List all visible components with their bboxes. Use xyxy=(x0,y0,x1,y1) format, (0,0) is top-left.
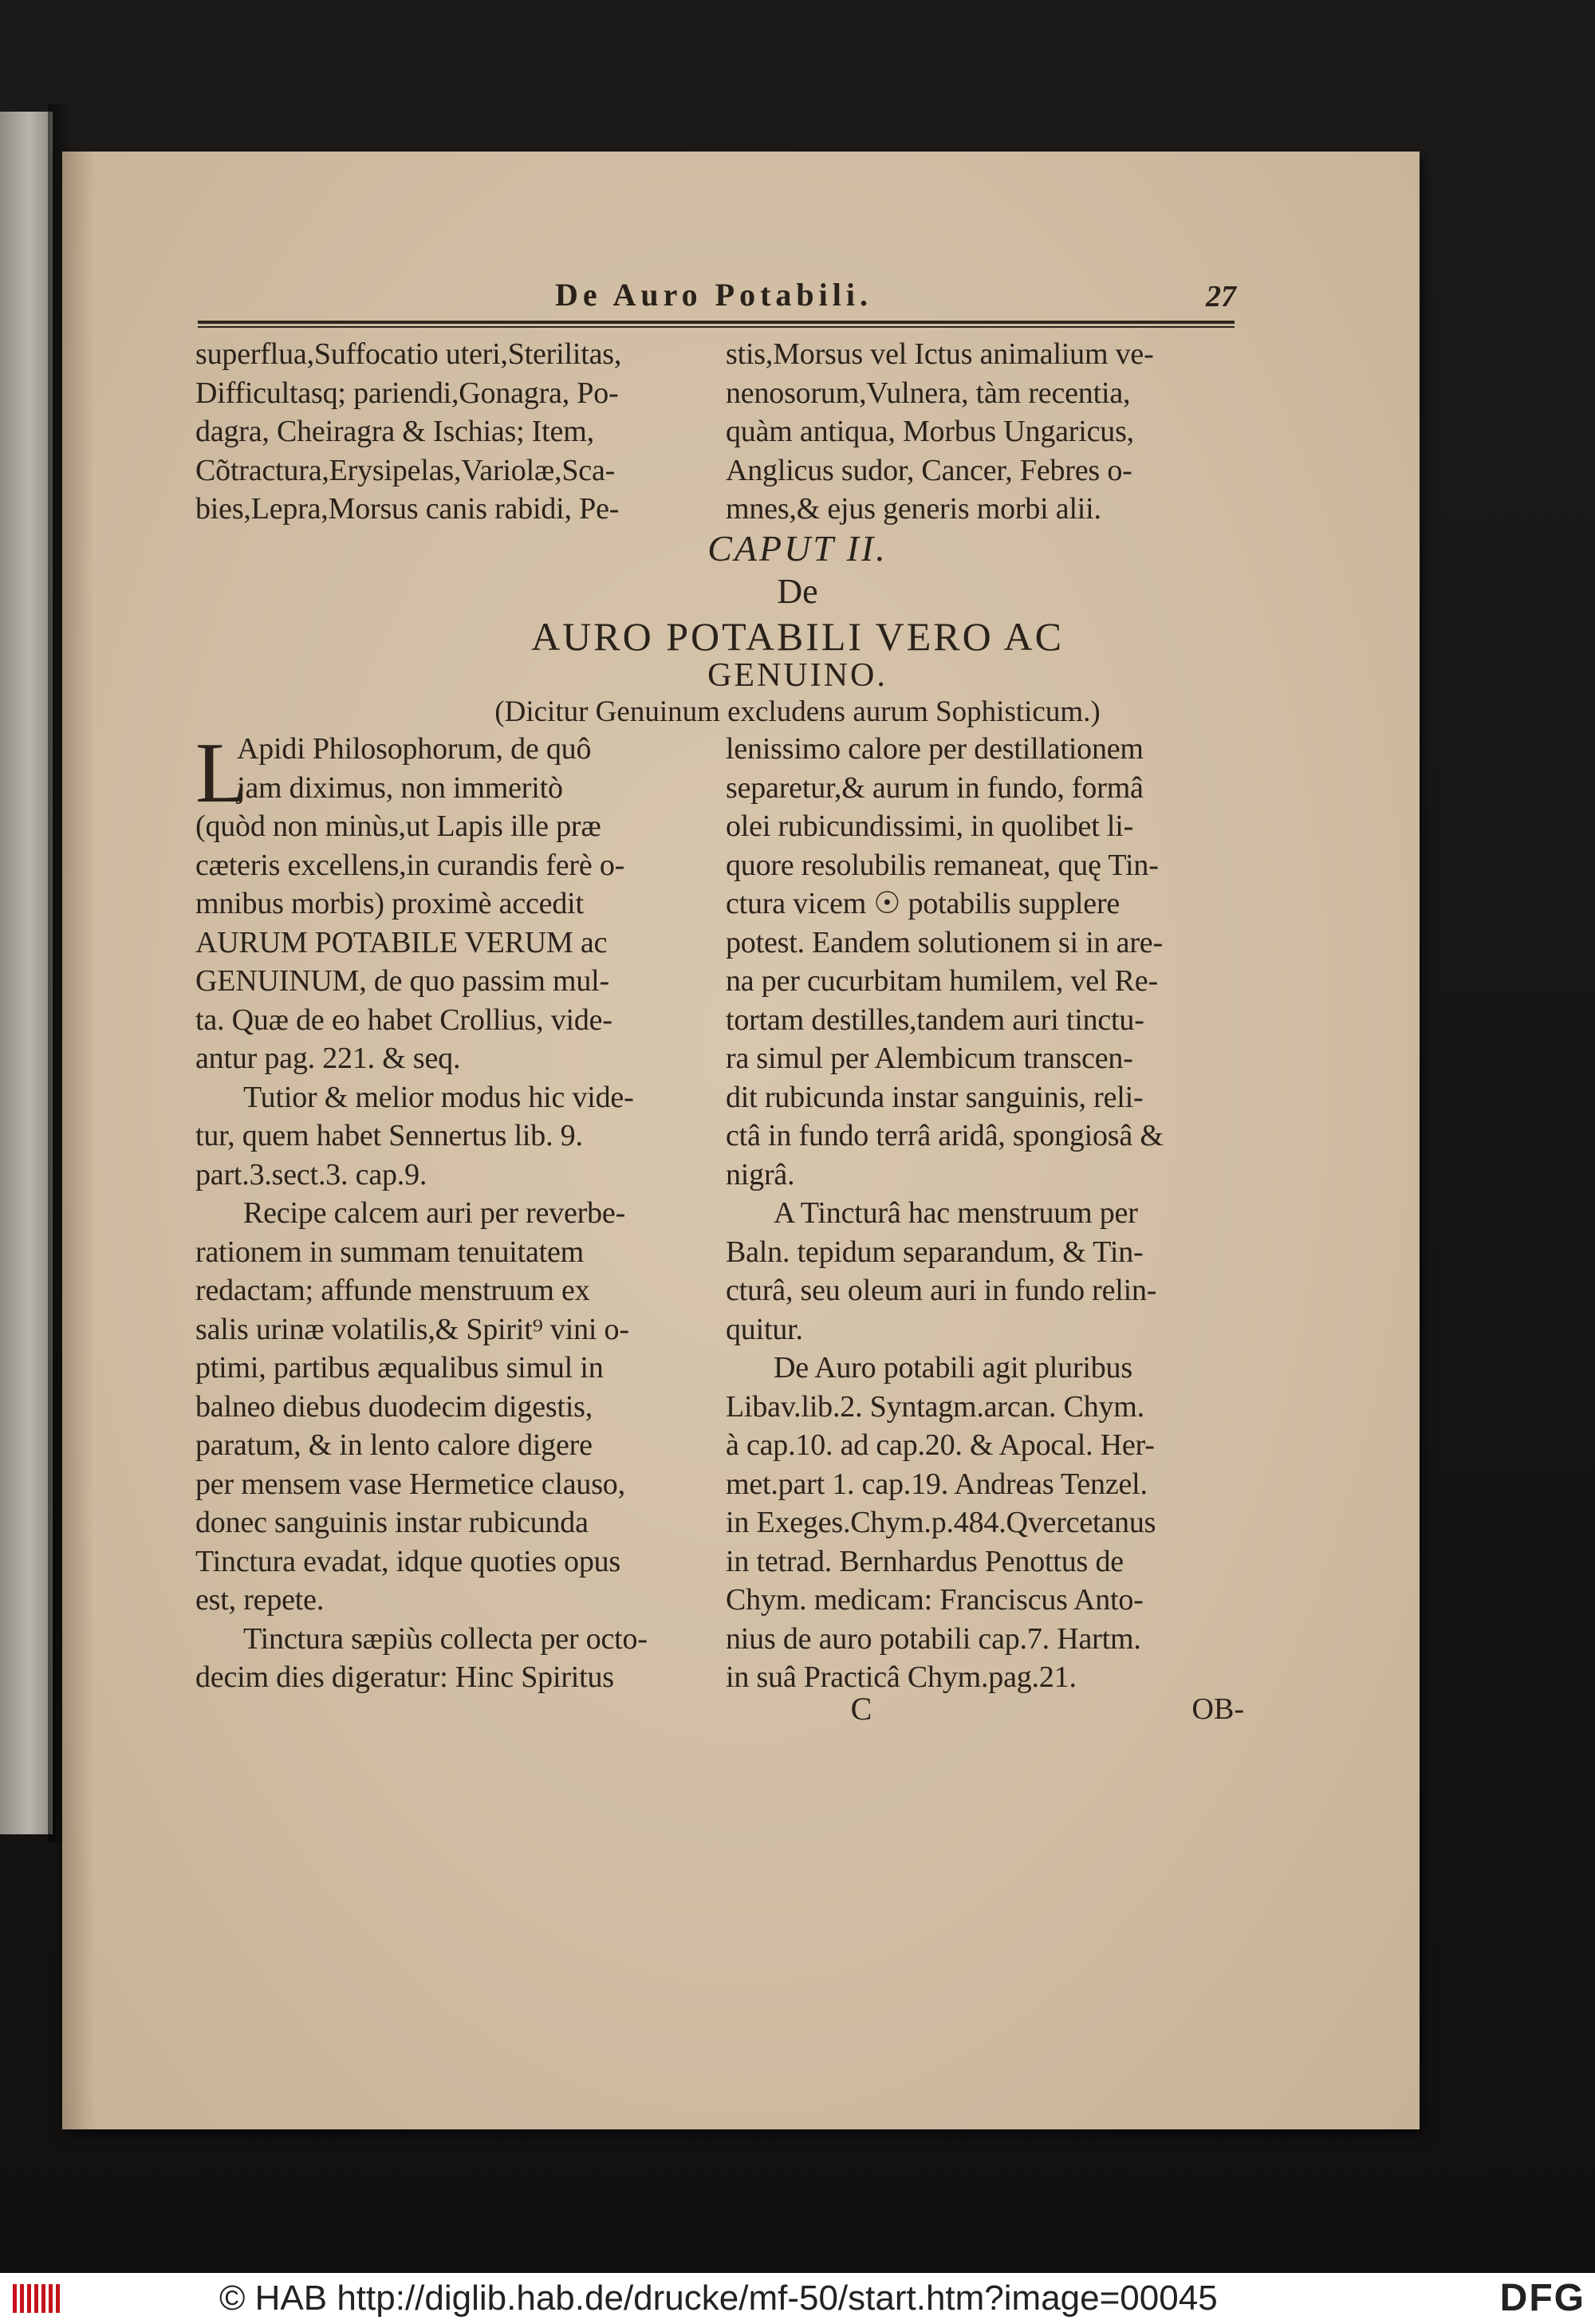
text-line: ptimi, partibus æqualibus simul in xyxy=(195,1351,604,1385)
text-line: Difficultasq; pariendi,Gonagra, Po- xyxy=(195,376,619,410)
text-line: ctâ in fundo terrâ aridâ, spongiosâ & xyxy=(726,1119,1164,1152)
chapter-subtitle: (Dicitur Genuinum excludens aurum Sophisticum.) xyxy=(494,695,1101,728)
text-line: potest. Eandem solutionem si in are- xyxy=(726,925,1163,959)
text-line: jam diximus, non immeritò xyxy=(237,770,563,805)
catchword: OB- xyxy=(1191,1692,1244,1726)
text-line: antur pag. 221. & seq. xyxy=(195,1042,461,1075)
text-line: tortam destilles,tandem auri tinctu- xyxy=(726,1002,1144,1037)
text-line: à cap.10. ad cap.20. & Apocal. Her- xyxy=(726,1428,1155,1462)
header-rule xyxy=(198,321,1235,330)
text-line: nenosorum,Vulnera, tàm recentia, xyxy=(726,376,1131,410)
chapter-title-line-2: GENUINO. xyxy=(707,657,888,694)
text-line: Tinctura sæpiùs collecta per octo- xyxy=(243,1621,648,1656)
dfg-logo: DFG xyxy=(1499,2277,1585,2319)
text-line: Libav.lib.2. Syntagm.arcan. Chym. xyxy=(726,1389,1144,1424)
text-line: separetur,& aurum in fundo, formâ xyxy=(726,770,1144,805)
text-line: tur, quem habet Sennertus lib. 9. xyxy=(195,1119,583,1152)
text-line: met.part 1. cap.19. Andreas Tenzel. xyxy=(726,1467,1148,1501)
text-line: Cõtractura,Erysipelas,Variolæ,Sca- xyxy=(195,453,616,487)
text-line: Chym. medicam: Franciscus Anto- xyxy=(726,1583,1144,1617)
text-line: quore resolubilis remaneat, quę Tin- xyxy=(726,848,1159,882)
text-line: ra simul per Alembicum transcen- xyxy=(726,1042,1133,1075)
text-line: part.3.sect.3. cap.9. xyxy=(195,1157,427,1192)
text-line: rationem in summam tenuitatem xyxy=(195,1235,585,1269)
top-right-column xyxy=(726,335,1236,529)
text-line: ta. Quæ de eo habet Crollius, vide- xyxy=(195,1002,612,1037)
text-line: balneo diebus duodecim digestis, xyxy=(195,1389,593,1424)
text-line: mnes,& ejus generis morbi alii. xyxy=(726,492,1101,526)
text-line: nigrâ. xyxy=(726,1157,795,1192)
text-line: Apidi Philosophorum, de quô xyxy=(237,732,592,766)
page-gutter-shading xyxy=(62,152,94,2129)
text-line: (quòd non minùs,ut Lapis ille præ xyxy=(195,809,601,843)
text-line: per mensem vase Hermetice clauso, xyxy=(195,1467,625,1501)
text-line: in Exeges.Chym.p.484.Qvercetanus xyxy=(726,1506,1156,1539)
text-line: nius de auro potabili cap.7. Hartm. xyxy=(726,1621,1141,1656)
text-line: cæteris excellens,in curandis ferè o- xyxy=(195,848,625,882)
footer-bar xyxy=(0,2273,1595,2324)
drop-cap: L xyxy=(195,726,248,821)
running-head: De Auro Potabili. xyxy=(555,277,872,313)
copyright-link[interactable]: © HAB http://diglib.hab.de/drucke/mf-50/start.htm?image=00045 xyxy=(219,2279,1218,2318)
hab-logo-icon xyxy=(11,2281,67,2316)
text-line: AURUM POTABILE VERUM ac xyxy=(195,925,608,959)
text-line: quàm antiqua, Morbus Ungaricus, xyxy=(726,415,1134,448)
text-line: decim dies digeratur: Hinc Spiritus xyxy=(195,1660,614,1694)
text-line: bies,Lepra,Morsus canis rabidi, Pe- xyxy=(195,492,620,526)
text-line: quitur. xyxy=(726,1312,803,1346)
text-line: Anglicus sudor, Cancer, Febres o- xyxy=(726,453,1132,487)
right-column xyxy=(726,730,1236,1697)
text-line: est, repete. xyxy=(195,1583,325,1617)
text-line: ctura vicem ☉ potabilis supplere xyxy=(726,887,1120,920)
chapter-label: CAPUT II. xyxy=(707,528,888,569)
top-left-column xyxy=(195,335,706,529)
left-column xyxy=(195,726,706,1697)
text-line: in suâ Practicâ Chym.pag.21. xyxy=(726,1660,1077,1694)
text-line: salis urinæ volatilis,& Spirit⁹ vini o- xyxy=(195,1312,629,1346)
text-line: paratum, & in lento calore digere xyxy=(195,1428,593,1462)
text-line: cturâ, seu oleum auri in fundo relin- xyxy=(726,1274,1157,1307)
text-line: redactam; affunde menstruum ex xyxy=(195,1274,590,1307)
text-line: donec sanguinis instar rubicunda xyxy=(195,1506,589,1539)
text-line: in tetrad. Bernhardus Penottus de xyxy=(726,1544,1124,1578)
text-line: olei rubicundissimi, in quolibet li- xyxy=(726,809,1134,843)
text-line: Recipe calcem auri per reverbe- xyxy=(243,1196,626,1230)
text-line: Tinctura evadat, idque quoties opus xyxy=(195,1544,621,1578)
text-line: GENUINUM, de quo passim mul- xyxy=(195,964,609,998)
chapter-title-line-1: AURO POTABILI VERO AC xyxy=(531,614,1064,659)
text-line: stis,Morsus vel Ictus animalium ve- xyxy=(726,337,1154,371)
text-line: na per cucurbitam humilem, vel Re- xyxy=(726,964,1158,998)
text-line: lenissimo calore per destillationem xyxy=(726,732,1144,766)
text-line: mnibus morbis) proximè accedit xyxy=(195,887,584,920)
signature-mark: C xyxy=(850,1691,872,1727)
previous-leaf-edge xyxy=(0,112,53,1834)
text-line: Tutior & melior modus hic vide- xyxy=(243,1080,634,1114)
page-number: 27 xyxy=(1206,280,1236,313)
text-line: dagra, Cheiragra & Ischias; Item, xyxy=(195,415,594,448)
text-line: superflua,Suffocatio uteri,Sterilitas, xyxy=(195,337,622,371)
text-line: Baln. tepidum separandum, & Tin- xyxy=(726,1235,1144,1269)
chapter-de: De xyxy=(777,572,818,611)
text-line: A Tincturâ hac menstruum per xyxy=(774,1196,1138,1230)
text-line: De Auro potabili agit pluribus xyxy=(774,1351,1132,1385)
text-line: dit rubicunda instar sanguinis, reli- xyxy=(726,1080,1144,1114)
